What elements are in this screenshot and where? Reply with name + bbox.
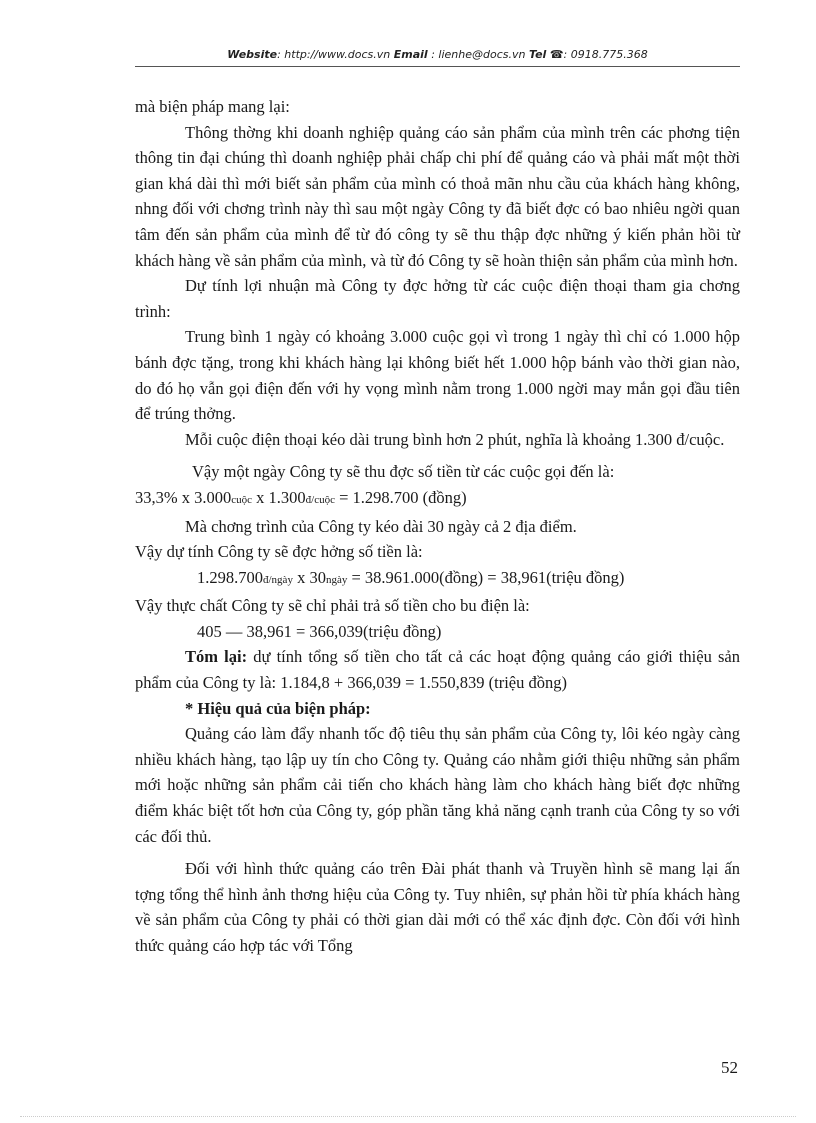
phone-icon: ☎ [549,48,564,61]
document-body [135,94,740,959]
tel-label: Tel [528,48,547,61]
paragraph-call-duration: Mỗi cuộc điện thoại kéo dài trung bình hơn 2 phút, nghĩa là khoảng 1.300 đ/cuộc. [185,429,725,449]
paragraph-call-average: Trung bình 1 ngày có khoảng 3.000 cuộc gọi vì trong 1 ngày thì chỉ có 1.000 hộp bánh đợc tặng, trong khi khách hàng lại không biết hết 1.000 hộp bánh vào thời gian nào, do đó họ vẫn gọi điện đến với hy vọng mình nằm trong 1.000 ngời may mắn gọi đầu tiên để trúng thởng. [135,327,740,424]
header-divider [135,66,740,67]
website-label: Website [227,48,278,61]
summary-label: Tóm lại: [185,647,248,667]
unit-per-day: đ/ngày [263,573,293,586]
paragraph-radio-tv: Đối với hình thức quảng cáo trên Đài phát thanh và Truyền hình sẽ mang lại ấn tợng tổng thể hình ảnh thơng hiệu của Công ty. Tuy nhiên, sự phản hồi từ phía khách hàng về sản phẩm của Công ty phải có thời gian dài mới có thể xác định đợc. Còn đối với hình thức quảng cáo hợp tác với Tổng [135,859,740,955]
unit-calls: cuộc [231,493,253,506]
calc-formula-net: 405 — 38,961 = 366,039(triệu đồng) [197,621,442,641]
website-url: : http://www.docs.vn [277,48,391,61]
calc-line-post-office: Vậy thực chất Công ty sẽ chỉ phải trả số tiền cho bu điện là: [135,596,530,616]
paragraph-profit-estimate: Dự tính lợi nhuận mà Công ty đợc hởng từ các cuộc điện thoại tham gia chơng trình: [135,276,740,321]
formula-part: 33,3% x 3.000 [135,487,232,507]
formula-result: = 1.298.700 (đồng) [334,487,467,507]
formula-part: x 1.300 [252,487,306,507]
summary-paragraph [135,644,740,695]
calc-line-daily-revenue: Vậy một ngày Công ty sẽ thu đợc số tiền từ các cuộc gọi đến là: [192,462,615,482]
tel-number: : 0918.775.368 [563,48,648,61]
summary-text: dự tính tổng số tiền cho tất cả các hoạt động quảng cáo giới thiệu sản phẩm của Công ty là: 1.184,8 + 366,039 = 1.550,839 (triệu đồng) [135,647,740,693]
calc-formula-daily [135,485,740,514]
formula-part: 1.298.700 [197,567,263,587]
paragraph-advertising-cost: Thông thờng khi doanh nghiệp quảng cáo sản phẩm của mình trên các phơng tiện thông tin đại chúng thì doanh nghiệp phải chấp chi phí để quảng cáo và phải mất một thời gian khá dài thì mới biết sản phẩm của mình có thoả mãn nhu cầu của khách hàng không, nhng đối với chơng trình này thì sau một ngày Công ty đã biết đợc có bao nhiêu ngời quan tâm đến sản phẩm của mình để từ đó công ty sẽ thu thập đợc những ý kiến phản hồi từ khách hàng về sản phẩm của mình, và từ đó Công ty sẽ hoàn thiện sản phẩm của mình hơn. [135,122,740,270]
unit-per-call: đ/cuộc [305,493,335,506]
calc-line-expected: Vậy dự tính Công ty sẽ đợc hởng số tiền là: [135,542,423,562]
page-bottom-border [20,1116,796,1117]
formula-result: = 38.961.000(đồng) = 38,961(triệu đồng) [347,567,625,587]
formula-part: x 30 [292,567,326,587]
paragraph-intro: mà biện pháp mang lại: [135,97,290,116]
section-heading: * Hiệu quả của biện pháp: [185,698,371,718]
unit-days: ngày [325,573,348,586]
calc-line-duration: Mà chơng trình của Công ty kéo dài 30 ngày cả 2 địa điểm. [185,516,577,536]
email-address: : lienhe@docs.vn [431,48,526,61]
calc-formula-total [135,565,740,594]
email-label: Email [393,48,428,61]
page-number: 52 [721,1058,738,1077]
paragraph-effectiveness: Quảng cáo làm đẩy nhanh tốc độ tiêu thụ sản phẩm của Công ty, lôi kéo ngày càng nhiều khách hàng, tạo lập uy tín cho Công ty. Quảng cáo nhằm giới thiệu những sản phẩm mới hoặc những sản phẩm cải tiến cho khách hàng làm cho khách hàng biết đợc những điểm khác biệt tốt hơn của Công ty, góp phần tăng khả năng cạnh tranh của Công ty so với các đối thủ. [135,724,740,846]
page-header [135,48,740,61]
